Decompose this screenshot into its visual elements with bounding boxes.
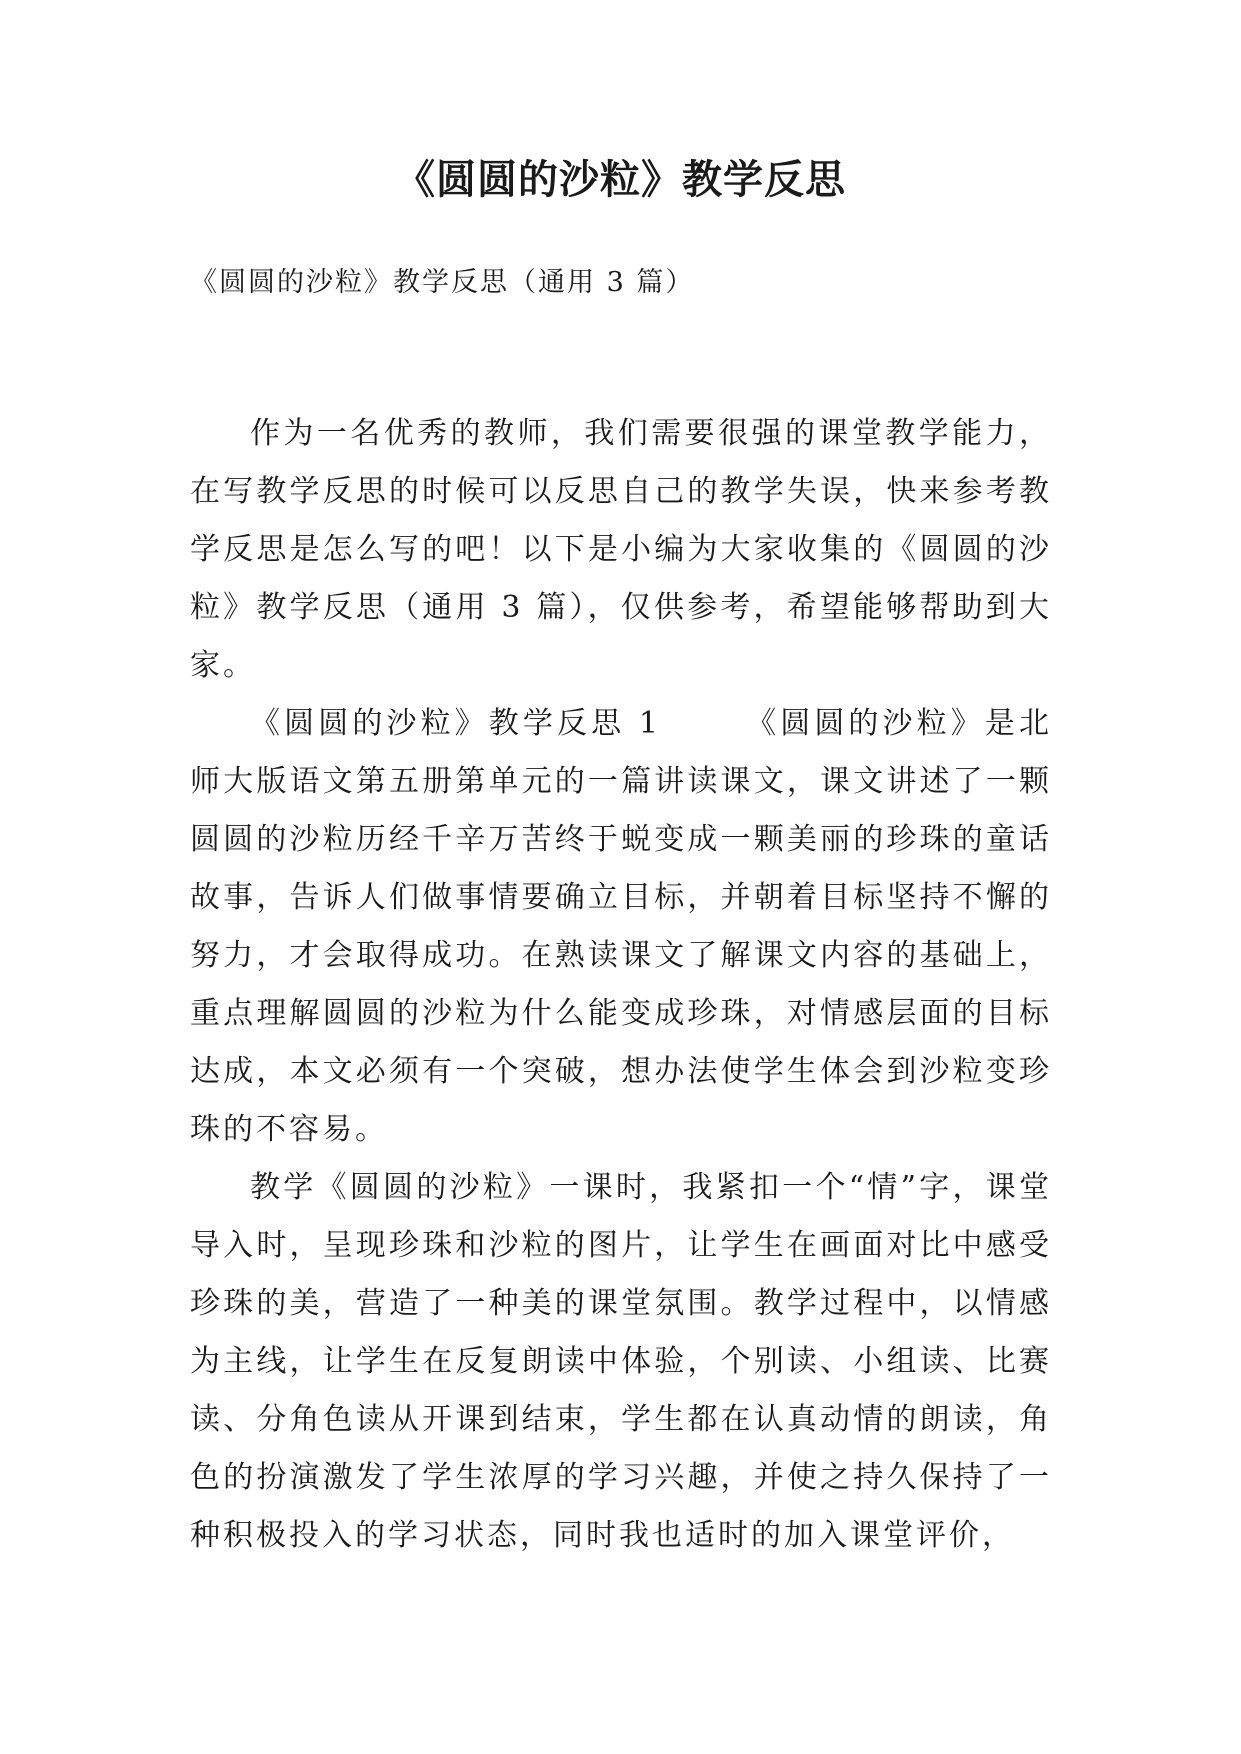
intro-paragraph: 作为一名优秀的教师，我们需要很强的课堂教学能力，在写教学反思的时候可以反思自己的教学失误，快来参考教学反思是怎么写的吧！以下是小编为大家收集的《圆圆的沙粒》教学反思（通用 3 篇），仅供参考，希望能够帮助到大家。 [190, 416, 1052, 683]
section-1-paragraph-2: 教学《圆圆的沙粒》一课时，我紧扣一个“情”字，课堂导入时，呈现珍珠和沙粒的图片，让学生在画面对比中感受珍珠的美，营造了一种美的课堂氛围。教学过程中，以情感为主线，让学生在反复朗读中体验，个别读、小组读、比赛读、分角色读从开课到结束，学生都在认真动情的朗读，角色的扮演激发了学生浓厚的学习兴趣，并使之持久保持了一种积极投入的学习状态，同时我也适时的加入课堂评价， [190, 1170, 1052, 1553]
section-1-heading: 《圆圆的沙粒》教学反思 1 [250, 706, 661, 741]
section-1-paragraph [190, 695, 1052, 1159]
document-title: 《圆圆的沙粒》教学反思 [395, 157, 846, 203]
section-1-text: 《圆圆的沙粒》是北师大版语文第五册第单元的一篇讲读课文，课文讲述了一颗圆圆的沙粒历经千辛万苦终于蜕变成一颗美丽的珍珠的童话故事，告诉人们做事情要确立目标，并朝着目标坚持不懈的努力，才会取得成功。在熟读课文了解课文内容的基础上，重点理解圆圆的沙粒为什么能变成珍珠，对情感层面的目标达成，本文必须有一个突破，想办法使学生体会到沙粒变珍珠的不容易。 [190, 706, 1052, 1147]
document-subtitle: 《圆圆的沙粒》教学反思（通用 3 篇） [190, 267, 695, 298]
document-body [190, 405, 1052, 1725]
